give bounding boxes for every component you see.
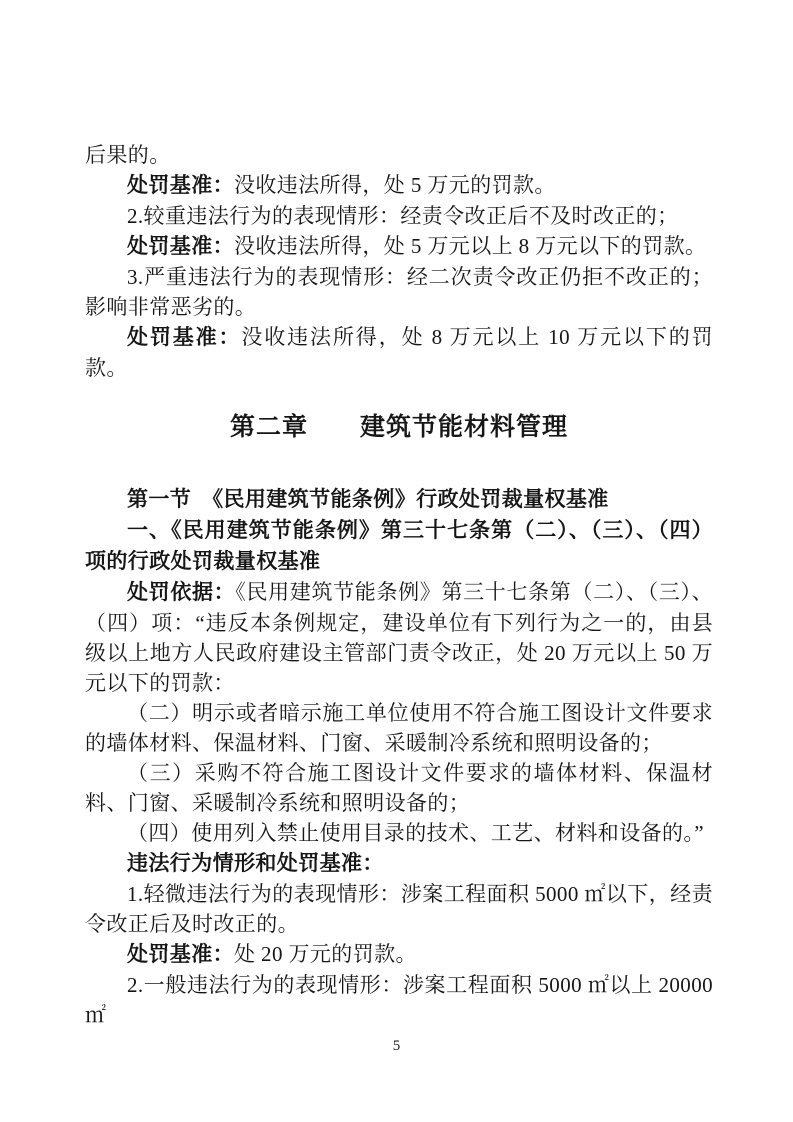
- body-text: 后果的。: [85, 143, 171, 167]
- penalty-legal-basis-paragraph: [85, 577, 713, 698]
- emphasis-text: 处罚基准：: [127, 326, 242, 349]
- violation-basis-heading: [85, 848, 713, 879]
- violation-item-paragraph: [85, 970, 713, 1030]
- paragraph-continuation: [85, 140, 713, 170]
- penalty-basis-paragraph: [85, 170, 713, 201]
- emphasis-text: 处罚基准：: [127, 174, 234, 197]
- body-text: 1.轻微违法行为的表现情形：涉案工程面积 5000 ㎡以下，经责令改正后及时改正的。: [85, 882, 713, 936]
- body-text: 没收违法所得，处 8 万元以上 10 万元以下的罚款。: [85, 325, 714, 380]
- emphasis-text: 第一节 《民用建筑节能条例》行政处罚裁量权基准: [127, 488, 609, 511]
- penalty-basis-paragraph: [85, 939, 713, 970]
- violation-item-paragraph: [85, 201, 713, 231]
- violation-item-paragraph: [85, 262, 713, 322]
- subsection-heading: [85, 515, 713, 577]
- list-item-paragraph: [85, 698, 713, 758]
- body-text: 没收违法所得，处 5 万元的罚款。: [234, 173, 556, 197]
- penalty-basis-paragraph: [85, 322, 713, 383]
- list-item-paragraph: [85, 758, 713, 818]
- body-text: （四）使用列入禁止使用目录的技术、工艺、材料和设备的。”: [127, 821, 705, 845]
- page-footer: [0, 1036, 793, 1056]
- violation-item-paragraph: [85, 879, 713, 939]
- body-text: 没收违法所得，处 5 万元以上 8 万元以下的罚款。: [234, 234, 707, 258]
- emphasis-text: 处罚基准：: [127, 943, 234, 966]
- section-heading: [85, 484, 713, 515]
- emphasis-text: 第二章 建筑节能材料管理: [229, 413, 568, 441]
- list-item-paragraph: [85, 818, 713, 848]
- emphasis-text: 处罚依据：: [127, 581, 236, 604]
- page-number: 5: [392, 1038, 401, 1054]
- body-text: 处 20 万元的罚款。: [234, 942, 417, 966]
- body-text: 《民用建筑节能条例》第三十七条第（二）、（三）、（四）项：“违反本条例规定，建设单位有下列行为之一的，由县级以上地方人民政府建设主管部门责令改正，处 20 万元以上 50 万元以下的罚款：: [85, 580, 713, 695]
- emphasis-text: 处罚基准：: [127, 235, 234, 258]
- penalty-basis-paragraph: [85, 231, 713, 262]
- emphasis-text: 一、《民用建筑节能条例》第三十七条第（二）、（三）、（四）项的行政处罚裁量权基准: [85, 519, 713, 573]
- body-text: 3.严重违法行为的表现情形：经二次责令改正仍拒不改正的；影响非常恶劣的。: [85, 265, 713, 319]
- body-text: 2.较重违法行为的表现情形：经责令改正后不及时改正的；: [127, 204, 679, 228]
- chapter-heading: [85, 409, 713, 446]
- body-text: （二）明示或者暗示施工单位使用不符合施工图设计文件要求的墙体材料、保温材料、门窗、采暖制冷系统和照明设备的；: [85, 701, 713, 755]
- document-content: [85, 140, 713, 1030]
- body-text: （三）采购不符合施工图设计文件要求的墙体材料、保温材料、门窗、采暖制冷系统和照明设备的；: [85, 761, 713, 815]
- body-text: 2.一般违法行为的表现情形：涉案工程面积 5000 ㎡以上 20000 ㎡: [85, 973, 713, 1027]
- emphasis-text: 违法行为情形和处罚基准：: [127, 852, 384, 875]
